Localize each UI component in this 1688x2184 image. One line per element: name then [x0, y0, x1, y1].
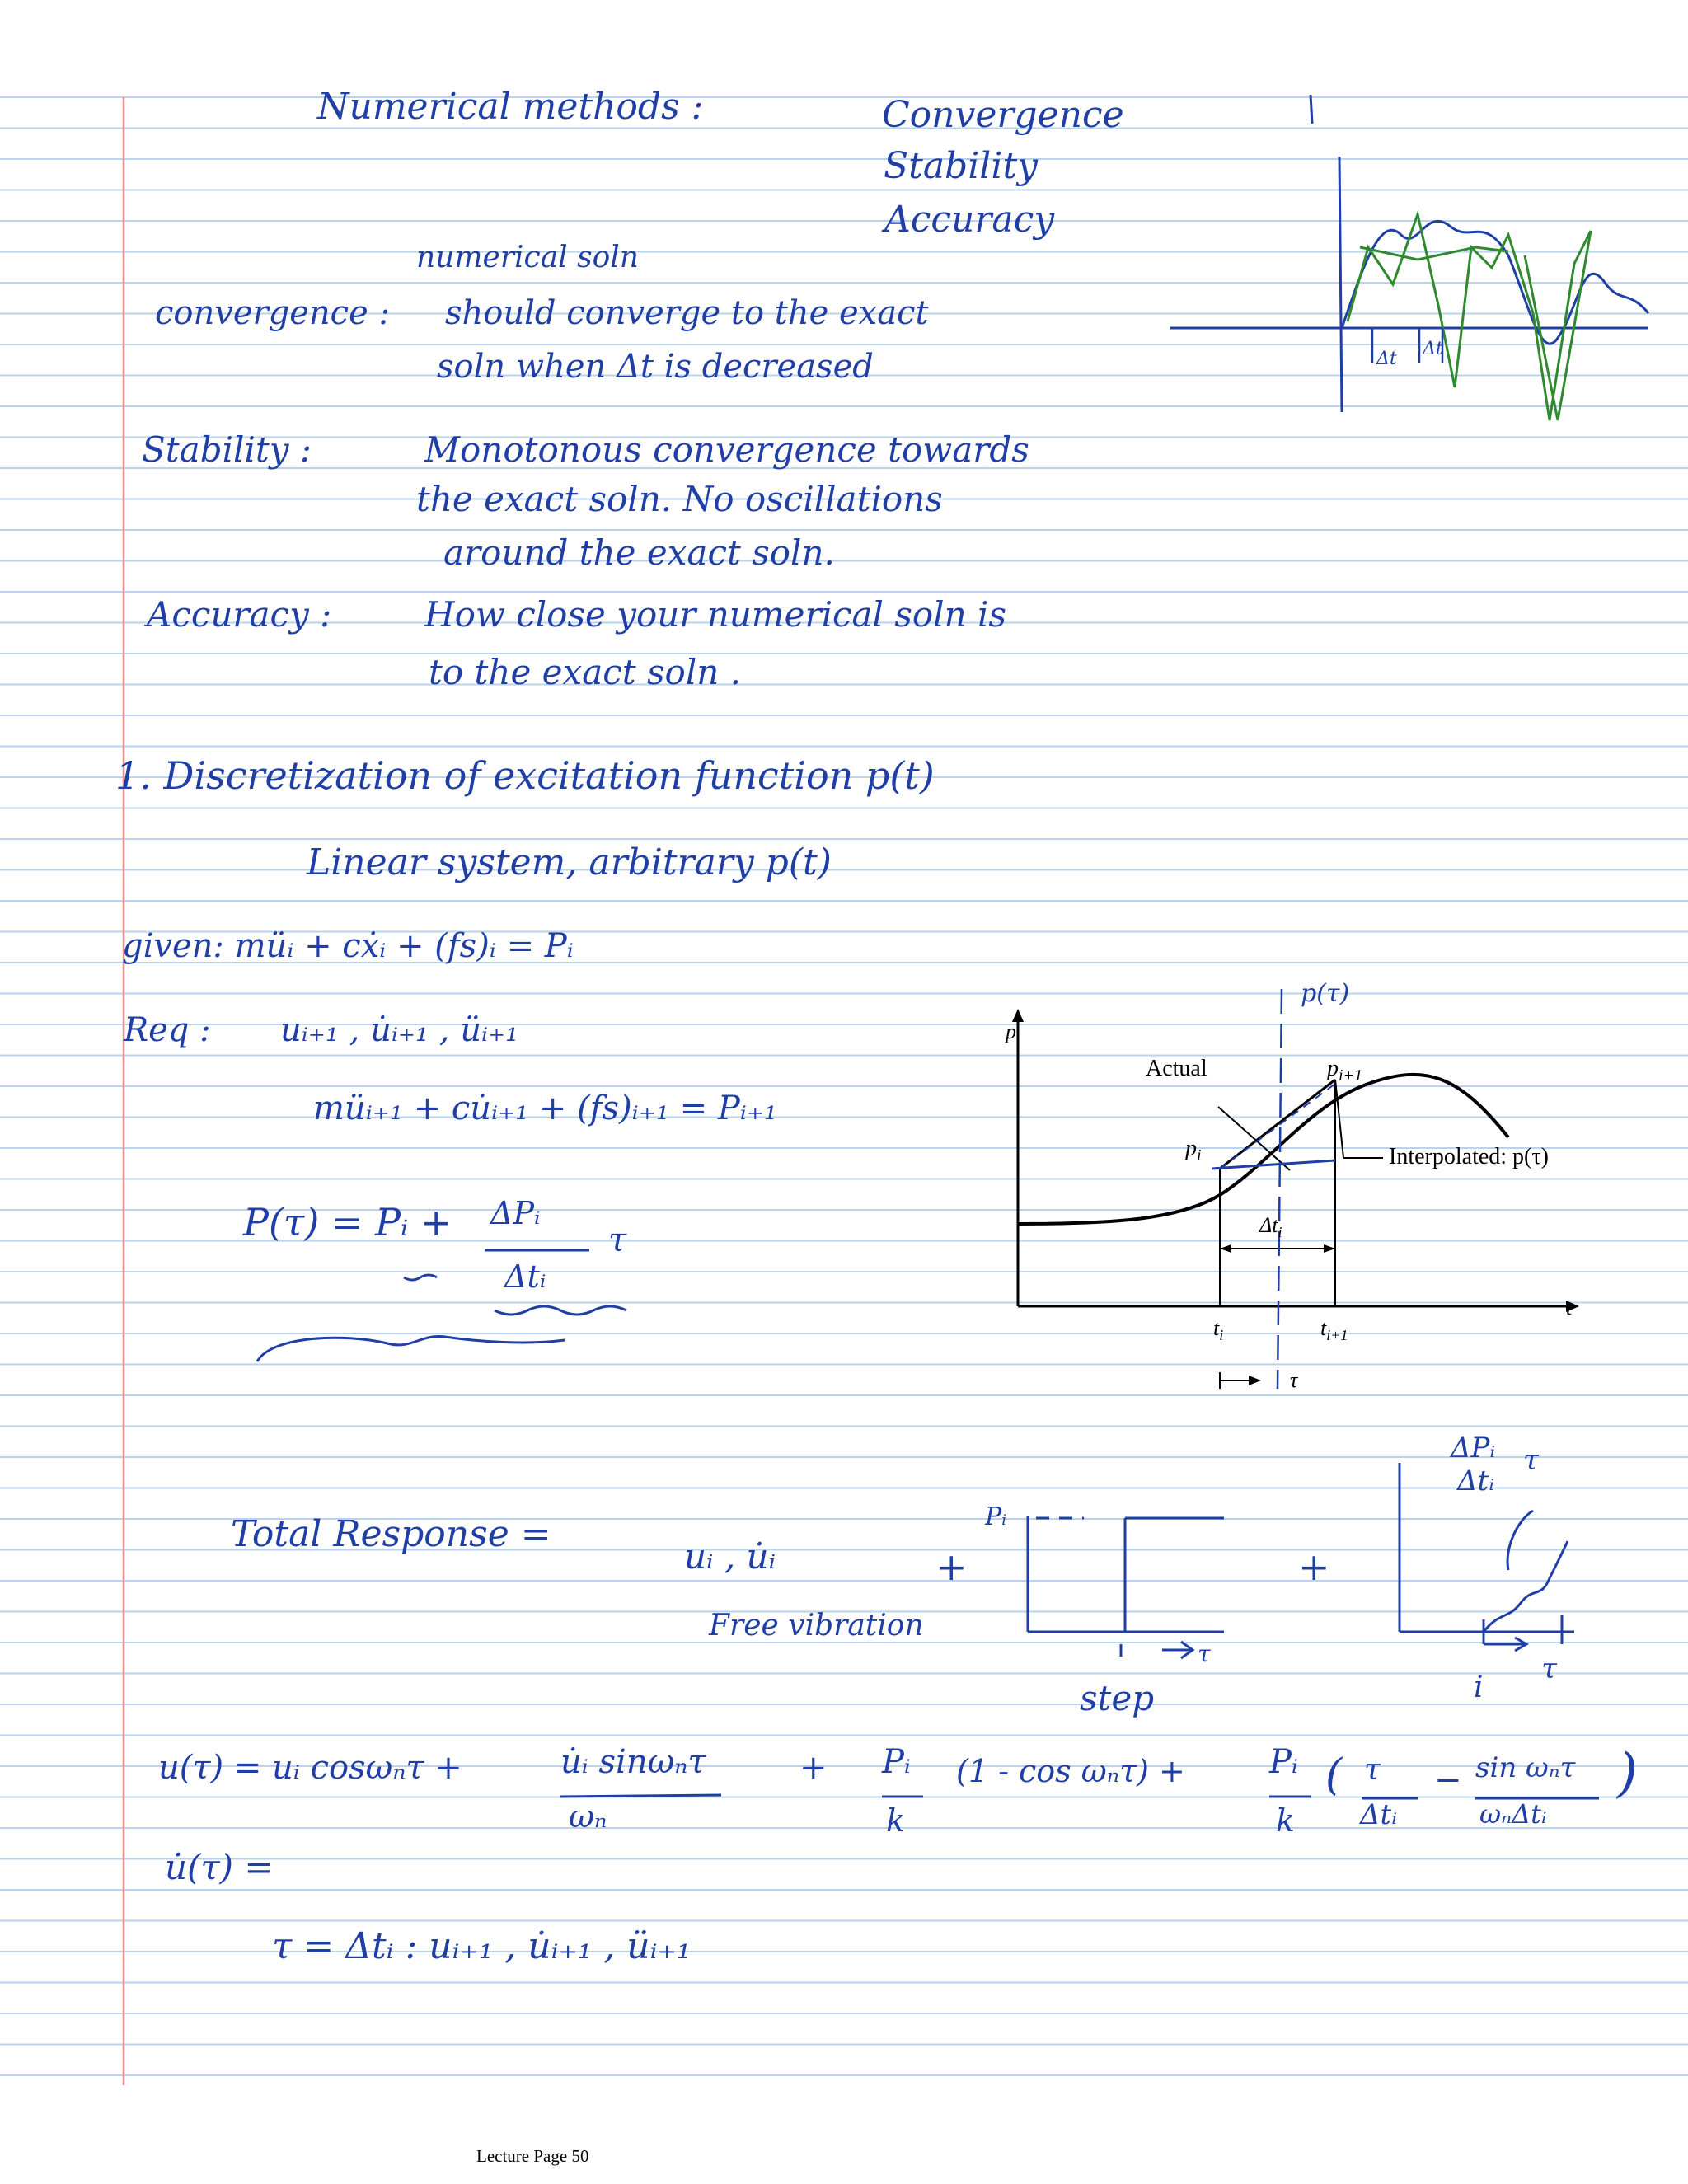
ramp-i-mark: i [1474, 1671, 1484, 1704]
stability-line-2: the exact soln. No oscillations [416, 479, 943, 519]
figure-p-tau-note: p(τ) [1301, 979, 1350, 1008]
criteria-accuracy: Accuracy [884, 199, 1055, 241]
total-response-label: Total Response = [231, 1513, 551, 1555]
u-tau-main: u(τ) = uᵢ cosωₙτ + [158, 1749, 462, 1787]
ramp-denominator: Δtᵢ [1457, 1465, 1495, 1497]
figure-p-i-label: $p_i$ [1185, 1136, 1202, 1165]
free-vibration-label: Free vibration [709, 1609, 924, 1643]
u-tau-frac2-num: Pᵢ [882, 1743, 911, 1781]
req-values: uᵢ₊₁ , u̇ᵢ₊₁ , üᵢ₊₁ [280, 1011, 519, 1049]
ramp-sketch [1385, 1446, 1632, 1694]
figure-t-i1-label: $t_{i+1}$ [1320, 1316, 1348, 1343]
figure-p-label: p [1006, 1019, 1016, 1043]
u-tau-frac3-num: Pᵢ [1269, 1743, 1298, 1781]
stability-line-3: around the exact soln. [443, 532, 835, 573]
oscillation-sketch [1154, 91, 1673, 470]
criteria-convergence: Convergence [882, 94, 1124, 136]
interpolation-figure [997, 972, 1591, 1418]
p-tau-lhs: P(τ) = Pᵢ + [243, 1200, 452, 1244]
step-label: step [1080, 1678, 1155, 1718]
stability-line-1: Monotonous convergence towards [424, 429, 1029, 470]
u-tau-frac1-den: ωₙ [569, 1798, 607, 1835]
u-tau-open-paren: ( [1325, 1750, 1343, 1800]
u-tau-term2: (1 - cos ωₙτ) + [956, 1753, 1185, 1789]
stability-label: Stability : [142, 429, 312, 470]
plus-sign-2: + [1298, 1544, 1330, 1589]
ramp-numerator: ΔPᵢ [1451, 1432, 1496, 1465]
u-tau-frac1-num: u̇ᵢ sinωₙτ [560, 1743, 706, 1781]
p-tau-underlines [247, 1228, 643, 1368]
free-vibration-terms: uᵢ , u̇ᵢ [684, 1536, 776, 1577]
step-tau-label: τ [1198, 1640, 1211, 1667]
p-tau-denominator: Δtᵢ [504, 1258, 546, 1295]
u-tau-close-paren: ) [1617, 1743, 1638, 1804]
figure-t-i-label: $t_i$ [1213, 1316, 1224, 1343]
ramp-tau-mark: τ [1541, 1652, 1557, 1685]
u-tau-frac4-den: Δtᵢ [1360, 1798, 1398, 1831]
sketch-dt-label: Δt [1376, 349, 1397, 369]
equation-next-step: müᵢ₊₁ + cu̇ᵢ₊₁ + (fs)ᵢ₊₁ = Pᵢ₊₁ [313, 1090, 777, 1127]
criteria-stability: Stability [884, 145, 1038, 187]
u-tau-minus: − [1434, 1761, 1462, 1799]
section-title: 1. Discretization of excitation function p(t) [115, 753, 935, 798]
u-tau-frac5-den: ωₙΔtᵢ [1479, 1798, 1547, 1830]
req-label: Req : [124, 1011, 211, 1049]
u-tau-plus: + [799, 1749, 828, 1787]
convergence-label: convergence : [155, 294, 390, 332]
p-tau-numerator: ΔPᵢ [490, 1195, 541, 1231]
u-tau-frac4-num: τ [1364, 1753, 1381, 1787]
plus-sign-1: + [935, 1544, 968, 1589]
accuracy-label: Accuracy : [147, 594, 332, 635]
u-tau-frac3-den: k [1276, 1802, 1296, 1839]
accuracy-line-2: to the exact soln . [429, 652, 742, 692]
given-equation: given: müᵢ + cẋᵢ + (fs)ᵢ = Pᵢ [122, 927, 574, 965]
figure-t-label: t [1566, 1296, 1573, 1319]
figure-interpolated-label: Interpolated: p(τ) [1389, 1144, 1549, 1169]
figure-p-i1-label: $p_{i+1}$ [1327, 1056, 1363, 1085]
figure-tau-label: τ [1290, 1368, 1298, 1392]
accuracy-line-1: How close your numerical soln is [424, 594, 1007, 635]
lecture-page-label: Lecture Page 50 [476, 2146, 589, 2166]
note-numerical-soln: numerical soln [416, 241, 639, 274]
figure-delta-t-label: $\Delta t_i$ [1259, 1213, 1282, 1240]
step-sketch [985, 1500, 1249, 1690]
subsection-title: Linear system, arbitrary p(t) [307, 841, 832, 883]
convergence-line-2: soln when Δt is decreased [437, 348, 874, 386]
p-tau-tau: τ [608, 1221, 627, 1259]
tau-equals-dt: τ = Δtᵢ : uᵢ₊₁ , u̇ᵢ₊₁ , üᵢ₊₁ [272, 1925, 692, 1967]
figure-actual-label: Actual [1146, 1056, 1207, 1081]
heading-numerical-methods: Numerical methods : [317, 86, 704, 128]
u-tau-frac5-num: sin ωₙτ [1475, 1751, 1576, 1784]
u-dot-tau: u̇(τ) = [165, 1847, 274, 1887]
convergence-line-1: should converge to the exact [445, 294, 929, 332]
u-tau-fraction-bars [544, 1780, 1615, 1805]
sketch-dt-label-2: Δt [1423, 339, 1443, 359]
u-tau-frac2-den: k [886, 1802, 906, 1839]
step-pi-label: Pᵢ [985, 1502, 1007, 1531]
ramp-tau: τ [1523, 1444, 1539, 1477]
